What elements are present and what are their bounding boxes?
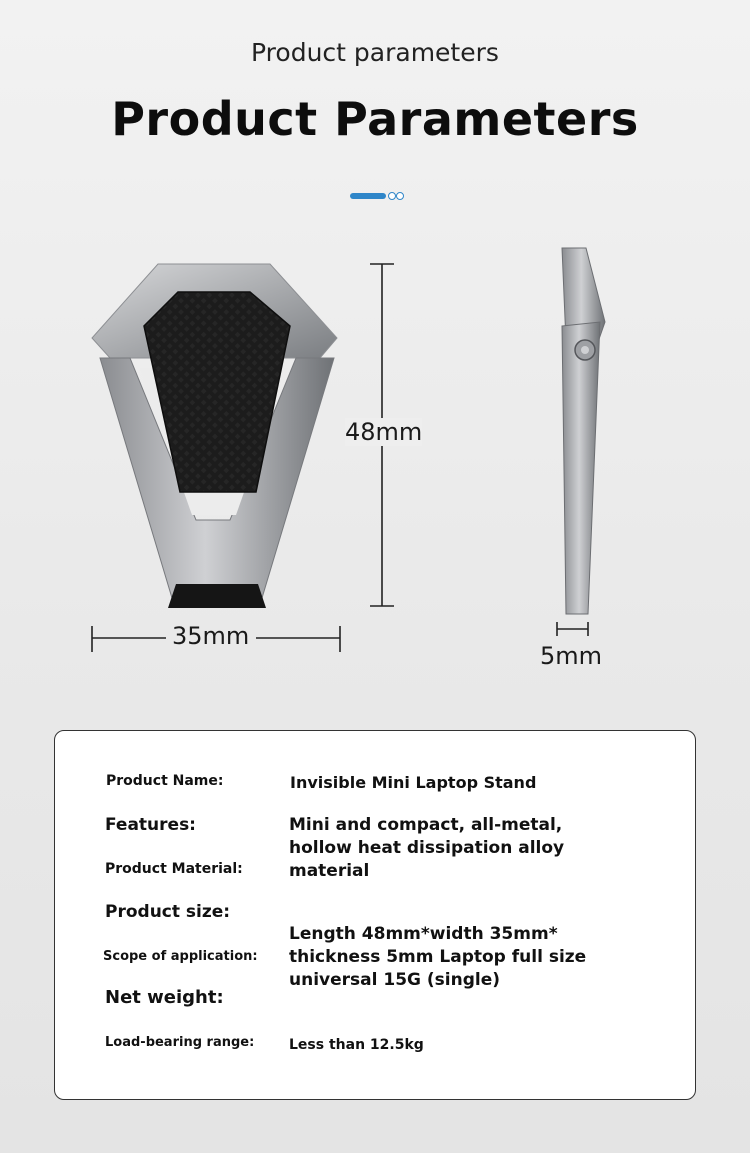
- spec-card: [54, 730, 696, 1100]
- value-size: [289, 923, 586, 992]
- value-load-bearing: Less than 12.5kg: [289, 1037, 424, 1053]
- label-product-name: Product Name:: [106, 773, 224, 789]
- value-features: [289, 814, 564, 883]
- width-label: 35mm: [172, 622, 250, 650]
- active-indicator: [350, 193, 386, 199]
- thickness-dimension-line: [557, 622, 588, 636]
- label-features: Features:: [105, 815, 196, 835]
- label-product-size: Product size:: [105, 902, 231, 922]
- label-product-material: Product Material:: [105, 861, 243, 877]
- label-load-bearing: Load-bearing range:: [105, 1035, 255, 1050]
- indicator-dot: [388, 192, 396, 200]
- height-label: 48mm: [345, 418, 423, 446]
- section-subtitle: Product parameters: [251, 38, 499, 67]
- value-size-line: universal 15G (single): [289, 970, 501, 990]
- value-features-line: material: [289, 861, 370, 881]
- label-net-weight: Net weight:: [105, 987, 224, 1008]
- label-scope: Scope of application:: [103, 949, 258, 964]
- value-features-line: Mini and compact, all-metal,: [289, 815, 563, 835]
- indicator-dot: [396, 192, 404, 200]
- stand-illustration: [0, 230, 750, 690]
- value-product-name: Invisible Mini Laptop Stand: [290, 773, 537, 792]
- value-size-line: thickness 5mm Laptop full size: [289, 947, 587, 967]
- value-features-line: hollow heat dissipation alloy: [289, 838, 565, 858]
- value-size-line: Length 48mm*width 35mm*: [289, 924, 558, 944]
- section-title: Product Parameters: [111, 92, 639, 146]
- carousel-indicator: [350, 191, 410, 201]
- product-dimension-figure: [0, 230, 750, 690]
- stand-side-view: [562, 248, 605, 614]
- thickness-label: 5mm: [540, 642, 603, 670]
- stand-front-view: [92, 264, 337, 608]
